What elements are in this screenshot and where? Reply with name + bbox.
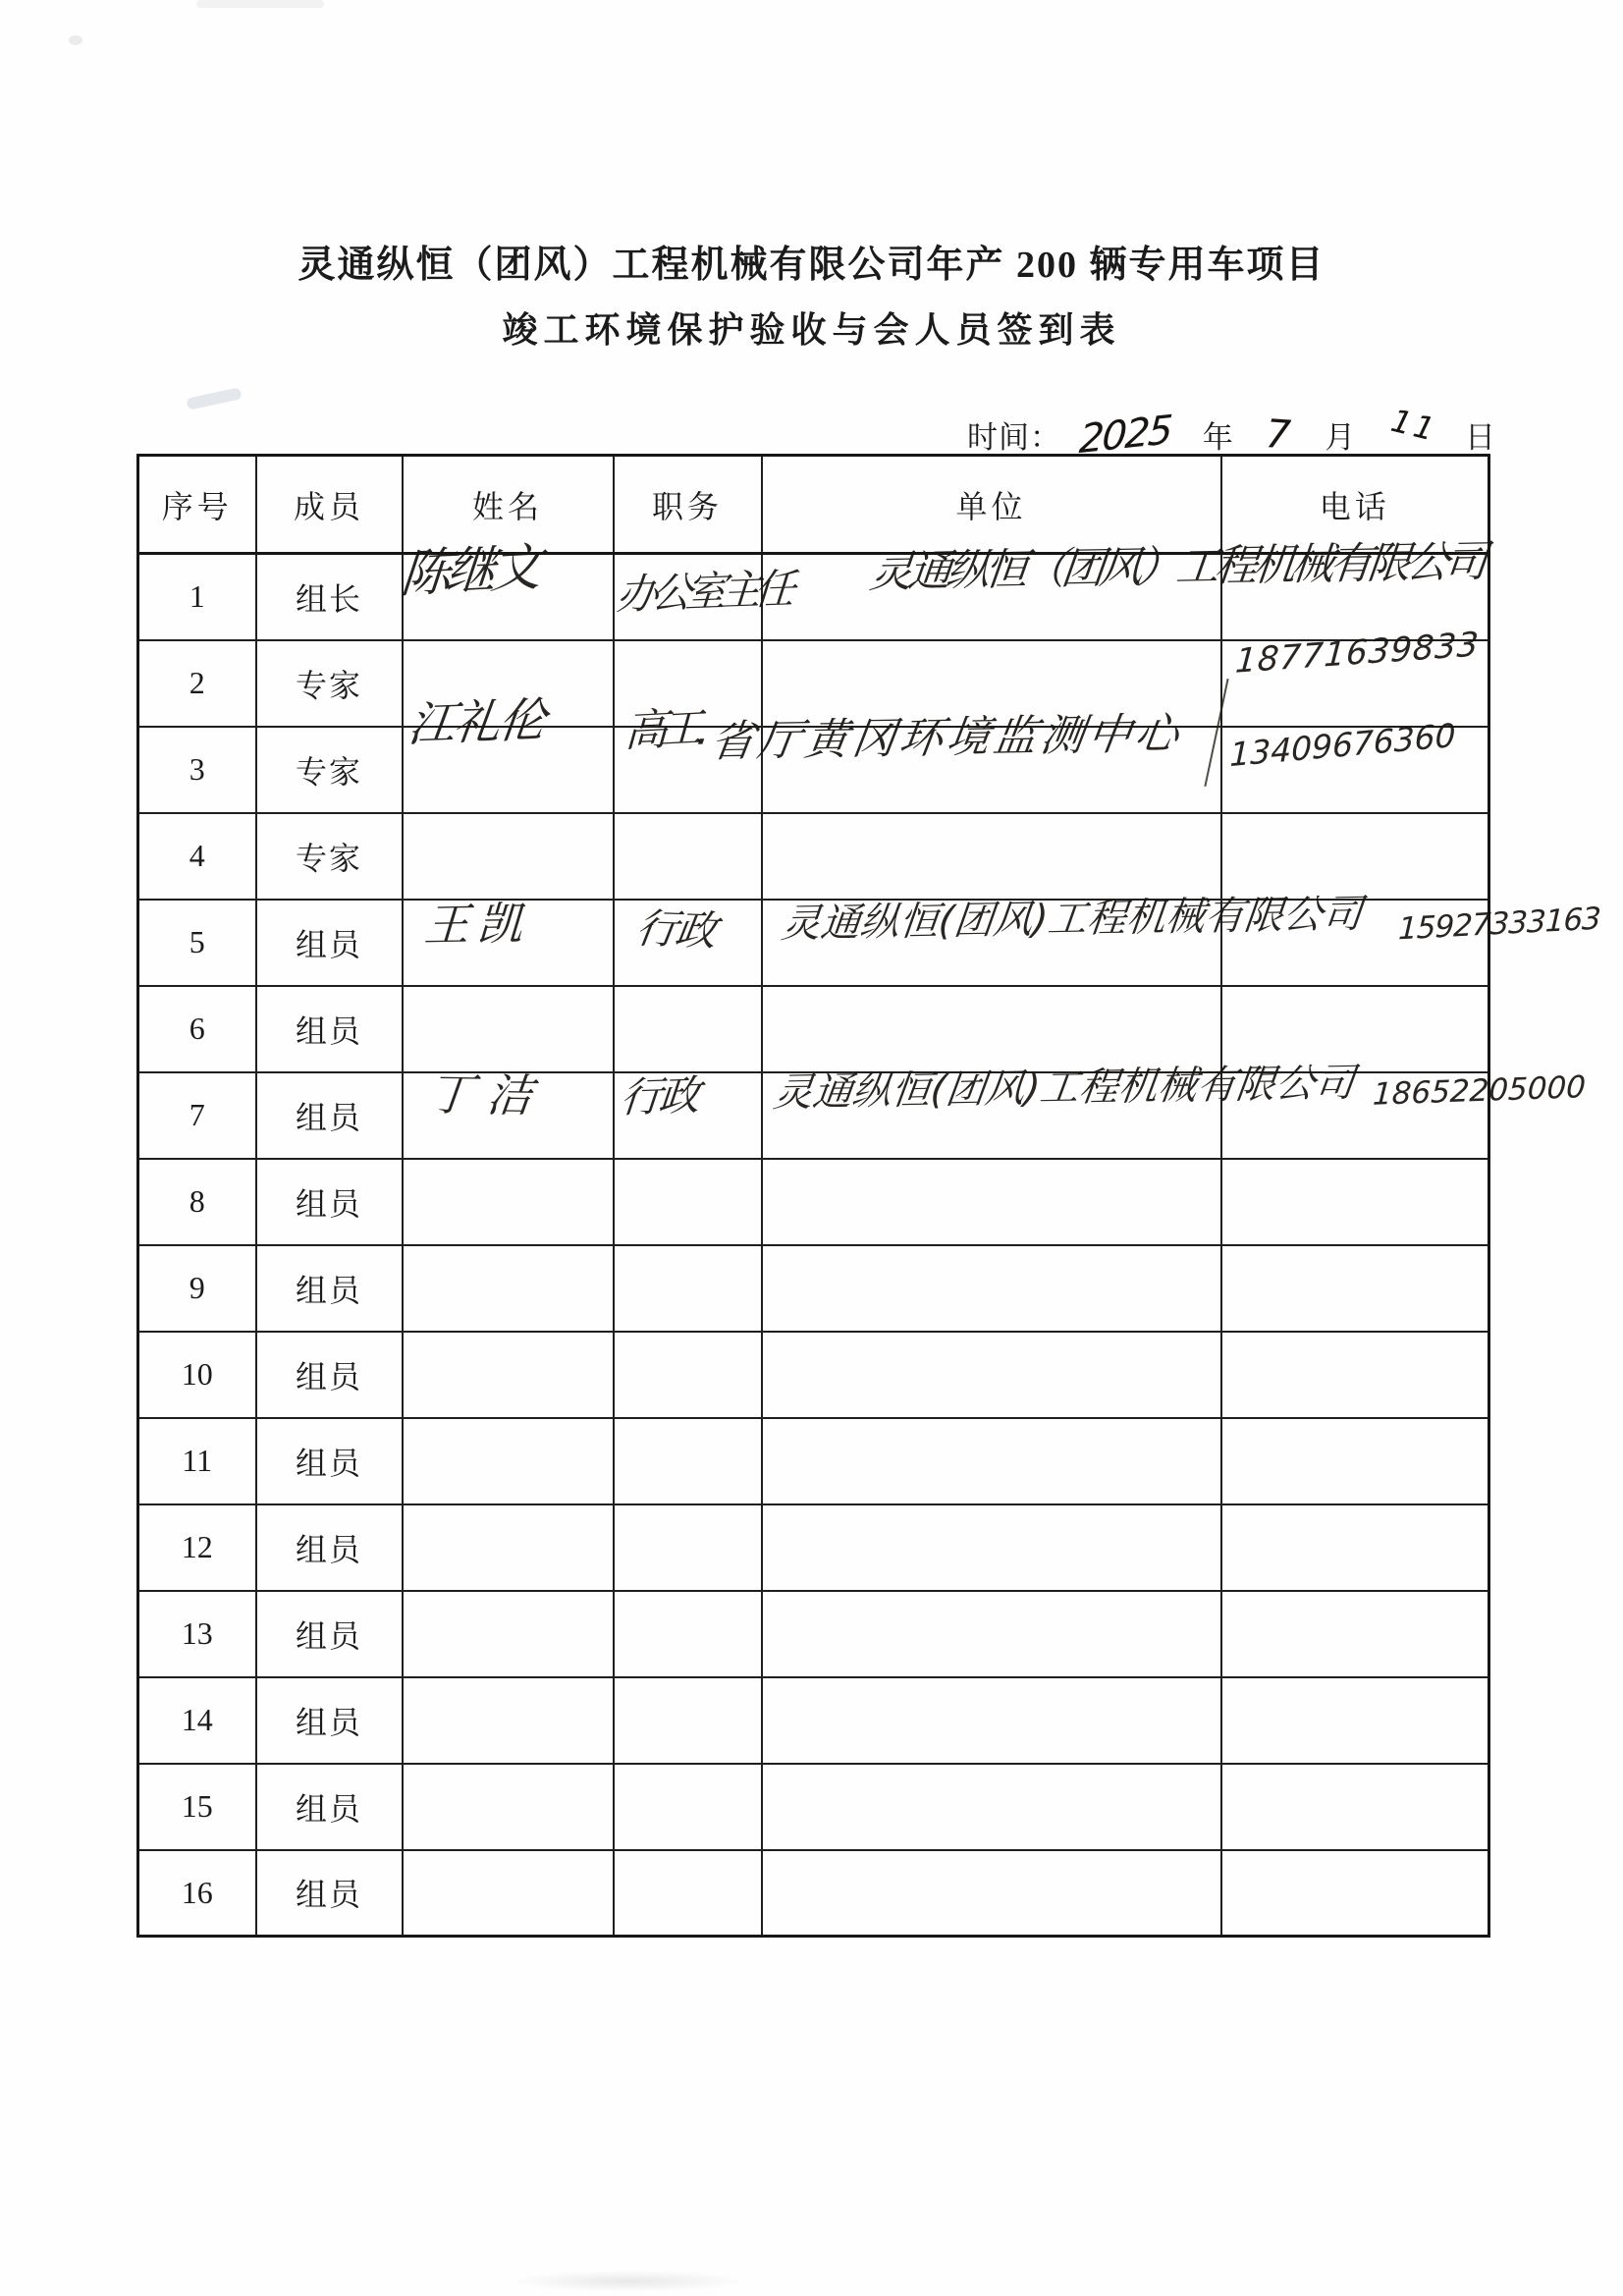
table-row xyxy=(138,1245,1489,1332)
phone-cell xyxy=(1221,1677,1489,1764)
row-number-cell: 8 xyxy=(138,1159,256,1245)
date-day-handwritten: 11 xyxy=(1387,401,1441,450)
unit-cell xyxy=(762,813,1221,900)
position-cell xyxy=(614,1159,762,1245)
member-role-cell: 组员 xyxy=(256,1850,403,1937)
date-day-unit: 日 xyxy=(1464,420,1496,455)
member-role-cell: 专家 xyxy=(256,813,403,900)
member-role-cell: 组员 xyxy=(256,1764,403,1850)
phone-cell xyxy=(1221,1764,1489,1850)
row-number-cell: 12 xyxy=(138,1504,256,1591)
table-row xyxy=(138,1591,1489,1677)
header-name: 姓名 xyxy=(403,456,614,554)
member-role-cell: 专家 xyxy=(256,727,403,813)
name-cell xyxy=(403,813,614,900)
position-cell xyxy=(614,1245,762,1332)
position-cell xyxy=(614,986,762,1072)
row-number-cell: 16 xyxy=(138,1850,256,1937)
unit-cell xyxy=(762,986,1221,1072)
handwritten-position-row5: 行政 xyxy=(632,903,719,956)
handwritten-position-row1: 办公室主任 xyxy=(615,564,790,620)
handwritten-phone-row3: 13409676360 xyxy=(1229,715,1456,775)
unit-cell xyxy=(762,1764,1221,1850)
unit-cell xyxy=(762,1591,1221,1677)
table-header-row xyxy=(138,456,1489,554)
date-line xyxy=(967,401,1502,464)
name-cell xyxy=(403,1332,614,1418)
unit-cell xyxy=(762,1418,1221,1504)
name-cell xyxy=(403,1418,614,1504)
header-unit: 单位 xyxy=(762,456,1221,554)
position-cell xyxy=(614,813,762,900)
name-cell xyxy=(403,1159,614,1245)
scan-smudge xyxy=(69,35,82,45)
name-cell xyxy=(403,1677,614,1764)
phone-cell xyxy=(1221,1159,1489,1245)
position-cell xyxy=(614,1677,762,1764)
handwritten-unit-row7: 灵通纵恒(团风)工程机械有限公司 xyxy=(771,1060,1358,1117)
phone-cell xyxy=(1221,1418,1489,1504)
document-title-line2: 竣工环境保护验收与会人员签到表 xyxy=(502,310,1121,350)
member-role-cell: 组员 xyxy=(256,1677,403,1764)
date-year-unit: 年 xyxy=(1202,420,1234,455)
name-cell xyxy=(403,1764,614,1850)
unit-cell xyxy=(762,1504,1221,1591)
unit-cell xyxy=(762,1332,1221,1418)
member-role-cell: 组员 xyxy=(256,1504,403,1591)
position-cell xyxy=(614,1332,762,1418)
handwritten-unit-row3: ·省厅黄冈环境监测中心 xyxy=(689,708,1186,768)
handwritten-unit-row5: 灵通纵恒(团风)工程机械有限公司 xyxy=(779,891,1365,948)
member-role-cell: 组员 xyxy=(256,900,403,986)
header-position: 职务 xyxy=(614,456,762,554)
date-label: 时间： xyxy=(967,420,1061,455)
handwritten-phone-row1: 18771639833 xyxy=(1233,625,1482,682)
phone-cell xyxy=(1221,1591,1489,1677)
scan-smudge xyxy=(511,2270,746,2292)
handwritten-name-row3: 江礼伦 xyxy=(405,692,548,753)
row-number-cell: 5 xyxy=(138,900,256,986)
name-cell xyxy=(403,986,614,1072)
row-number-cell: 3 xyxy=(138,727,256,813)
member-role-cell: 组员 xyxy=(256,1591,403,1677)
phone-cell xyxy=(1221,813,1489,900)
member-role-cell: 组员 xyxy=(256,1159,403,1245)
row-number-cell: 15 xyxy=(138,1764,256,1850)
unit-cell xyxy=(762,1677,1221,1764)
phone-cell xyxy=(1221,1504,1489,1591)
table-row xyxy=(138,1677,1489,1764)
member-role-cell: 组员 xyxy=(256,1418,403,1504)
unit-cell xyxy=(762,1245,1221,1332)
handwritten-name-row1: 陈继文 xyxy=(398,538,539,605)
table-row xyxy=(138,1850,1489,1937)
table-row xyxy=(138,813,1489,900)
row-number-cell: 7 xyxy=(138,1072,256,1159)
member-role-cell: 组长 xyxy=(256,554,403,640)
position-cell xyxy=(614,1504,762,1591)
position-cell xyxy=(614,1591,762,1677)
table-row xyxy=(138,1418,1489,1504)
table-row xyxy=(138,1504,1489,1591)
handwritten-name-row5: 王凯 xyxy=(422,897,532,952)
row-number-cell: 11 xyxy=(138,1418,256,1504)
unit-cell xyxy=(762,1159,1221,1245)
row-number-cell: 10 xyxy=(138,1332,256,1418)
handwritten-phone-row5: 15927333163 xyxy=(1397,901,1601,948)
phone-cell xyxy=(1221,1332,1489,1418)
document-title-line1: 灵通纵恒（团风）工程机械有限公司年产 200 辆专用车项目 xyxy=(298,245,1325,286)
row-number-cell: 2 xyxy=(138,640,256,727)
phone-cell xyxy=(1221,1245,1489,1332)
phone-cell xyxy=(1221,986,1489,1072)
handwritten-position-row3: 高工 xyxy=(623,703,696,757)
name-cell xyxy=(403,1504,614,1591)
row-number-cell: 14 xyxy=(138,1677,256,1764)
name-cell xyxy=(403,1850,614,1937)
handwritten-unit-row1: 灵通纵恒（团风）工程机械有限公司 xyxy=(867,536,1486,598)
row-number-cell: 9 xyxy=(138,1245,256,1332)
date-month-handwritten: 7 xyxy=(1264,411,1293,459)
table-row xyxy=(138,1764,1489,1850)
table-row xyxy=(138,986,1489,1072)
date-month-unit: 月 xyxy=(1325,420,1357,455)
position-cell xyxy=(614,1764,762,1850)
date-year-handwritten: 2025 xyxy=(1077,407,1173,464)
unit-cell xyxy=(762,1850,1221,1937)
handwritten-phone-row7: 18652205000 xyxy=(1372,1069,1587,1113)
name-cell xyxy=(403,1591,614,1677)
handwritten-position-row7: 行政 xyxy=(618,1070,700,1122)
member-role-cell: 组员 xyxy=(256,1245,403,1332)
handwritten-name-row7: 丁洁 xyxy=(425,1066,549,1123)
table-row xyxy=(138,1159,1489,1245)
table-row xyxy=(138,1332,1489,1418)
member-role-cell: 组员 xyxy=(256,986,403,1072)
row-number-cell: 1 xyxy=(138,554,256,640)
row-number-cell: 13 xyxy=(138,1591,256,1677)
member-role-cell: 专家 xyxy=(256,640,403,727)
phone-cell xyxy=(1221,1850,1489,1937)
pen-mark-artifact xyxy=(186,387,242,410)
header-no: 序号 xyxy=(138,456,256,554)
member-role-cell: 组员 xyxy=(256,1332,403,1418)
scan-smudge xyxy=(196,0,324,8)
name-cell xyxy=(403,1245,614,1332)
member-role-cell: 组员 xyxy=(256,1072,403,1159)
position-cell xyxy=(614,1850,762,1937)
row-number-cell: 6 xyxy=(138,986,256,1072)
header-phone: 电话 xyxy=(1221,456,1489,554)
header-member: 成员 xyxy=(256,456,403,554)
row-number-cell: 4 xyxy=(138,813,256,900)
position-cell xyxy=(614,1418,762,1504)
